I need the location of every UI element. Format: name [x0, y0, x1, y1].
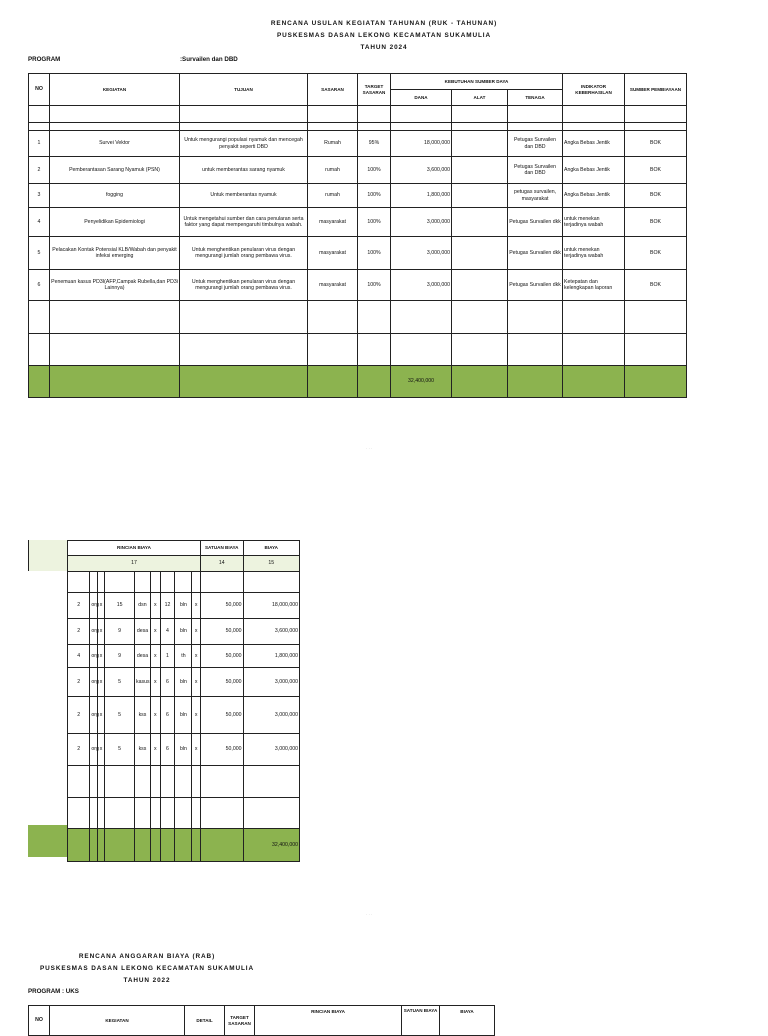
table-row	[29, 157, 687, 184]
rincian-biaya-table	[67, 540, 300, 862]
cell-times: x	[192, 619, 201, 645]
cell-satuan: 50,000	[200, 697, 243, 734]
cell-unit-a: org	[90, 697, 97, 734]
col-tujuan: TUJUAN	[180, 74, 308, 106]
cell-qty-b: 5	[105, 668, 135, 697]
col-number-14: 14	[200, 556, 243, 572]
cell-alat	[452, 208, 508, 237]
table-row	[68, 697, 300, 734]
cell-tenaga: Petugas Survailen dan DBD	[508, 131, 563, 157]
cell-qty-b: 5	[105, 734, 135, 766]
cell-sasaran: masyarakat	[308, 270, 358, 301]
cell-qty-c: 6	[160, 697, 175, 734]
cell-times: x	[97, 593, 104, 619]
cell-qty-c: 6	[160, 668, 175, 697]
col-biaya: BIAYA	[243, 541, 299, 556]
cell-dana: 3,000,000	[391, 237, 452, 270]
cell-alat	[452, 270, 508, 301]
cell-times: x	[150, 697, 160, 734]
cell-unit-c: bln	[175, 697, 192, 734]
ruk-table	[28, 73, 687, 398]
col-target: TARGET SASARAN	[225, 1006, 255, 1036]
cell-biaya: 3,000,000	[243, 697, 299, 734]
col-satuan-biaya: SATUAN BIAYA	[200, 541, 243, 556]
cell-indikator: untuk menekan terjadinya wabah	[563, 208, 625, 237]
document-year: TAHUN 2024	[360, 44, 408, 51]
cell-unit-c: bln	[175, 619, 192, 645]
cell-indikator: Angka Bebas Jentik	[563, 184, 625, 208]
col-rincian-biaya: RINCIAN BIAYA	[68, 541, 201, 556]
cell-indikator: Ketepatan dan kelengkapan laporan	[563, 270, 625, 301]
cell-qty-a: 2	[68, 734, 90, 766]
cell-qty-c: 4	[160, 619, 175, 645]
cell-times: x	[150, 619, 160, 645]
col-detail: DETAIL	[185, 1006, 225, 1036]
cell-kegiatan: Penemuan kasus PD3I(AFP,Campak Rubella,dan PD3i Lainnya)	[50, 270, 180, 301]
cell-biaya: 1,800,000	[243, 645, 299, 668]
col-sumber: SUMBER PEMBIAYAAN	[625, 74, 687, 106]
cell-alat	[452, 237, 508, 270]
cell-qty-a: 2	[68, 697, 90, 734]
cell-times: x	[150, 734, 160, 766]
cell-unit-b: dsn	[135, 593, 151, 619]
cell-sasaran: masyarakat	[308, 208, 358, 237]
table-row	[29, 208, 687, 237]
cell-qty-b: 15	[105, 593, 135, 619]
cell-tujuan: Untuk mengurangi populasi nyamuk dan mencegah penyakit seperti DBD	[180, 131, 308, 157]
cell-sasaran: rumah	[308, 184, 358, 208]
cell-unit-a: org	[90, 593, 97, 619]
cell-qty-a: 2	[68, 668, 90, 697]
cell-qty-a: 2	[68, 619, 90, 645]
faint-mark: · · ·	[366, 912, 373, 917]
cell-unit-b: desa	[135, 619, 151, 645]
cell-tenaga: Petugas Survailen dan DBD	[508, 157, 563, 184]
cell-unit-b: kss	[135, 697, 151, 734]
col-rincian-biaya: RINCIAN BIAYA	[255, 1006, 402, 1036]
cell-unit-b: desa	[135, 645, 151, 668]
cell-qty-a: 2	[68, 593, 90, 619]
cell-alat	[452, 184, 508, 208]
cell-times: x	[150, 645, 160, 668]
cell-sumber: BOK	[625, 237, 687, 270]
table-row	[29, 270, 687, 301]
cell-unit-c: bln	[175, 593, 192, 619]
cell-times: x	[97, 619, 104, 645]
cell-no: 4	[29, 208, 50, 237]
cell-kegiatan: Pemberantasan Sarang Nyamuk (PSN)	[50, 157, 180, 184]
cell-sasaran: masyarakat	[308, 237, 358, 270]
cell-target: 100%	[358, 270, 391, 301]
cell-satuan: 50,000	[200, 668, 243, 697]
cell-sumber: BOK	[625, 157, 687, 184]
col-kebutuhan: KEBUTUHAN SUMBER DAYA	[391, 74, 563, 90]
cell-unit-c: bln	[175, 668, 192, 697]
total-row	[68, 829, 300, 862]
cell-qty-b: 9	[105, 645, 135, 668]
cell-no: 2	[29, 157, 50, 184]
cell-tujuan: Untuk menghentikan penularan virus dengan mengurangi jumlah orang pembawa virus.	[180, 237, 308, 270]
cell-no: 6	[29, 270, 50, 301]
table-row	[29, 237, 687, 270]
cell-times: x	[192, 593, 201, 619]
table-row	[68, 593, 300, 619]
cell-tujuan: untuk memberantas sarang nyamuk	[180, 157, 308, 184]
cell-dana: 1,800,000	[391, 184, 452, 208]
cell-alat	[452, 131, 508, 157]
cell-sumber: BOK	[625, 270, 687, 301]
rab-year: TAHUN 2022	[123, 977, 171, 984]
cell-unit-c: th	[175, 645, 192, 668]
cell-times: x	[97, 697, 104, 734]
cell-times: x	[97, 734, 104, 766]
table-row	[68, 668, 300, 697]
cell-biaya: 3,600,000	[243, 619, 299, 645]
program-label: PROGRAM	[28, 56, 61, 63]
cell-qty-b: 5	[105, 697, 135, 734]
cell-indikator: Angka Bebas Jentik	[563, 131, 625, 157]
document-title: RENCANA USULAN KEGIATAN TAHUNAN (RUK - TAHUNAN)	[270, 20, 498, 27]
cell-no: 5	[29, 237, 50, 270]
cell-indikator: untuk menekan terjadinya wabah	[563, 237, 625, 270]
cell-sumber: BOK	[625, 131, 687, 157]
table-row	[29, 131, 687, 157]
cell-unit-a: org	[90, 668, 97, 697]
rab-program-label: PROGRAM : UKS	[28, 988, 79, 995]
total-biaya: 32,400,000	[243, 829, 299, 862]
table-row	[68, 619, 300, 645]
cell-qty-b: 9	[105, 619, 135, 645]
cell-unit-a: org	[90, 734, 97, 766]
cell-times: x	[97, 645, 104, 668]
cell-unit-b: kss	[135, 734, 151, 766]
cell-biaya: 3,000,000	[243, 668, 299, 697]
cell-indikator: Angka Bebas Jentik	[563, 157, 625, 184]
rab-table	[28, 1005, 495, 1036]
cell-tujuan: Untuk menghentikan penularan virus dengan mengurangi jumlah orang pembawa virus.	[180, 270, 308, 301]
cell-satuan: 50,000	[200, 645, 243, 668]
rab-subtitle: PUSKESMAS DASAN LEKONG KECAMATAN SUKAMULIA	[39, 965, 254, 972]
cell-target: 100%	[358, 208, 391, 237]
cell-times: x	[192, 697, 201, 734]
cell-dana: 3,600,000	[391, 157, 452, 184]
col-indikator: INDIKATOR KEBERHASILAN	[563, 74, 625, 106]
col-kegiatan: KEGIATAN	[50, 1006, 185, 1036]
cell-tujuan: Untuk memberantas nyamuk	[180, 184, 308, 208]
total-dana: 32,400,000	[391, 366, 452, 398]
table-row	[68, 734, 300, 766]
table-row	[68, 645, 300, 668]
cell-times: x	[150, 668, 160, 697]
col-number-15: 15	[243, 556, 299, 572]
cell-alat	[452, 157, 508, 184]
cell-no: 3	[29, 184, 50, 208]
cell-kegiatan: Survei Vektor	[50, 131, 180, 157]
col-alat: ALAT	[452, 90, 508, 106]
cell-biaya: 3,000,000	[243, 734, 299, 766]
cell-sasaran: rumah	[308, 157, 358, 184]
table-row	[29, 184, 687, 208]
cell-times: x	[150, 593, 160, 619]
cell-satuan: 50,000	[200, 593, 243, 619]
cell-biaya: 18,000,000	[243, 593, 299, 619]
rab-title: RENCANA ANGGARAN BIAYA (RAB)	[78, 953, 216, 960]
cell-tenaga: Petugas Survailen dkk	[508, 270, 563, 301]
green-block	[28, 825, 67, 857]
col-satuan-biaya: SATUAN BIAYA	[402, 1006, 440, 1036]
cell-times: x	[192, 734, 201, 766]
col-biaya: BIAYA	[440, 1006, 495, 1036]
program-value: :Survailen dan DBD	[180, 56, 238, 63]
cell-qty-c: 1	[160, 645, 175, 668]
cell-tujuan: Untuk mengetahui sumber dan cara penularan serta faktor yang dapat mempengaruhi timbulnya wabah.	[180, 208, 308, 237]
cell-sumber: BOK	[625, 184, 687, 208]
cell-kegiatan: fogging	[50, 184, 180, 208]
cell-dana: 3,000,000	[391, 270, 452, 301]
total-row	[29, 366, 687, 398]
cell-qty-a: 4	[68, 645, 90, 668]
col-tenaga: TENAGA	[508, 90, 563, 106]
cell-tenaga: Petugas Survailen dkk	[508, 237, 563, 270]
col-target: TARGET SASARAN	[358, 74, 391, 106]
cell-qty-c: 12	[160, 593, 175, 619]
cell-target: 100%	[358, 237, 391, 270]
cell-dana: 18,000,000	[391, 131, 452, 157]
cell-target: 100%	[358, 184, 391, 208]
cell-sumber: BOK	[625, 208, 687, 237]
col-no: NO	[29, 74, 50, 106]
cell-satuan: 50,000	[200, 619, 243, 645]
cell-no: 1	[29, 131, 50, 157]
col-sasaran: SASARAN	[308, 74, 358, 106]
cell-satuan: 50,000	[200, 734, 243, 766]
cell-qty-c: 6	[160, 734, 175, 766]
cell-times: x	[192, 668, 201, 697]
document-subtitle: PUSKESMAS DASAN LEKONG KECAMATAN SUKAMULIA	[276, 32, 491, 39]
cell-kegiatan: Pelacakan Kontak Potensial KLB/Wabah dan penyakit infeksi emerging	[50, 237, 180, 270]
cell-unit-b: kasus	[135, 668, 151, 697]
cell-times: x	[192, 645, 201, 668]
faint-mark: · · ·	[366, 446, 373, 451]
cell-unit-c: bln	[175, 734, 192, 766]
col-kegiatan: KEGIATAN	[50, 74, 180, 106]
cell-target: 100%	[358, 157, 391, 184]
cell-tenaga: petugas survailen, masyarakat	[508, 184, 563, 208]
cell-tenaga: Petugas Survailen dkk	[508, 208, 563, 237]
cell-unit-a: org	[90, 645, 97, 668]
cell-times: x	[97, 668, 104, 697]
col-dana: DANA	[391, 90, 452, 106]
cell-sasaran: Rumah	[308, 131, 358, 157]
cell-target: 95%	[358, 131, 391, 157]
pale-block	[28, 540, 68, 571]
col-no: NO	[29, 1006, 50, 1036]
cell-dana: 3,000,000	[391, 208, 452, 237]
cell-unit-a: org	[90, 619, 97, 645]
cell-kegiatan: Penyelidikan Epidemiologi	[50, 208, 180, 237]
col-number-17: 17	[68, 556, 201, 572]
